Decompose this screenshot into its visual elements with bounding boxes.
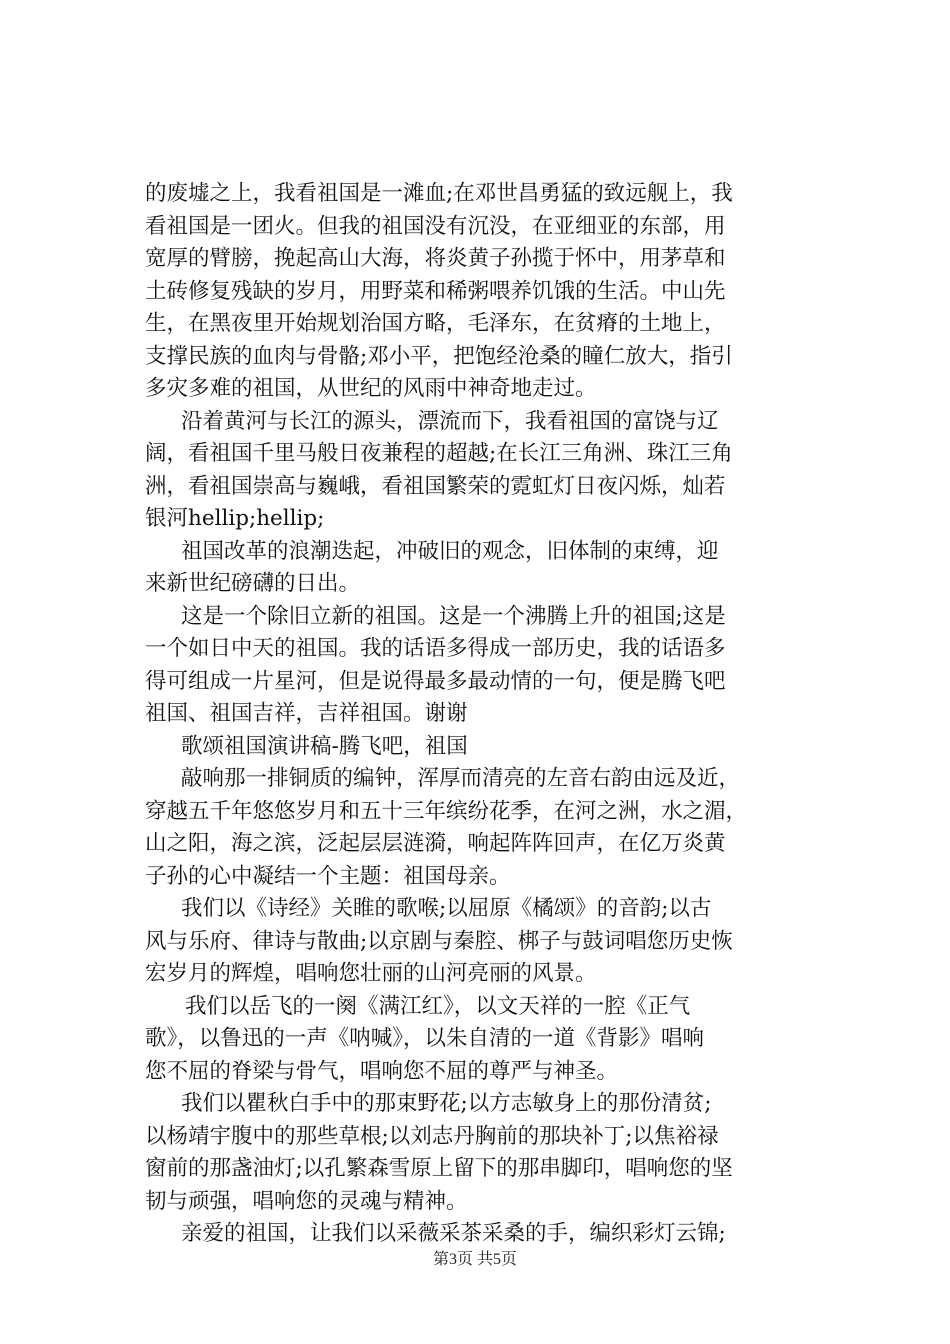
text-line: 您不屈的脊梁与骨气，唱响您不屈的尊严与神圣。 <box>145 1058 619 1084</box>
text-line: 的废墟之上，我看祖国是一滩血;在邓世昌勇猛的致远舰上，我 <box>145 181 733 206</box>
text-line: 祖国、祖国吉祥，吉祥祖国。谢谢 <box>145 701 468 726</box>
text-line: 宽厚的臂膀，挽起高山大海，将炎黄子孙揽于怀中，用茅草和 <box>145 246 726 271</box>
text-line: 银河hellip;hellip; <box>145 506 325 531</box>
text-line: 歌》，以鲁迅的一声《呐喊》，以朱自清的一道《背影》唱响 <box>145 1026 705 1051</box>
document-body <box>145 178 835 1251</box>
text-line: 穿越五千年悠悠岁月和五十三年缤纷花季，在河之洲，水之湄， <box>145 798 748 824</box>
text-line: 我们以岳飞的一阕《满江红》，以文天祥的一腔《正气 <box>185 993 691 1019</box>
text-line: 宏岁月的辉煌，唱响您壮丽的山河亮丽的风景。 <box>145 961 597 986</box>
text-line: 歌颂祖国演讲稿-腾飞吧，祖国 <box>181 733 468 759</box>
text-line: 多灾多难的祖国，从世纪的风雨中神奇地走过。 <box>145 376 597 401</box>
text-line: 韧与顽强，唱响您的灵魂与精神。 <box>145 1188 468 1214</box>
text-line: 看祖国是一团火。但我的祖国没有沉没，在亚细亚的东部，用 <box>145 213 726 239</box>
text-line: 山之阳，海之滨，泛起层层涟漪，响起阵阵回声，在亿万炎黄 <box>145 831 726 856</box>
text-line: 沿着黄河与长江的源头，漂流而下，我看祖国的富饶与辽 <box>181 408 719 434</box>
text-line: 土砖修复残缺的岁月，用野菜和稀粥喂养饥饿的生活。中山先 <box>145 278 726 304</box>
text-line: 我们以《诗经》关睢的歌喉;以屈原《橘颂》的音韵;以古 <box>181 896 712 921</box>
text-line: 一个如日中天的祖国。我的话语多得成一部历史，我的话语多 <box>145 636 726 661</box>
text-line: 这是一个除旧立新的祖国。这是一个沸腾上升的祖国;这是 <box>181 603 726 629</box>
page-footer: 第3页 共5页 <box>432 1251 517 1268</box>
text-line: 得可组成一片星河，但是说得最多最动情的一句，便是腾飞吧 <box>145 668 726 694</box>
text-line: 洲，看祖国崇高与巍峨，看祖国繁荣的霓虹灯日夜闪烁，灿若 <box>145 473 726 499</box>
text-line: 来新世纪磅礴的日出。 <box>145 571 361 596</box>
text-line: 祖国改革的浪潮迭起，冲破旧的观念，旧体制的束缚，迎 <box>181 538 719 564</box>
text-line: 子孙的心中凝结一个主题：祖国母亲。 <box>145 863 511 889</box>
text-line: 窗前的那盏油灯;以孔繁森雪原上留下的那串脚印，唱响您的坚 <box>145 1156 733 1181</box>
text-line: 风与乐府、律诗与散曲;以京剧与秦腔、梆子与鼓词唱您历史恢 <box>145 928 733 954</box>
text-line: 生，在黑夜里开始规划治国方略，毛泽东，在贫瘠的土地上， <box>145 311 726 336</box>
text-line: 亲爱的祖国，让我们以采薇采茶采桑的手，编织彩灯云锦; <box>181 1221 726 1246</box>
text-line: 以杨靖宇腹中的那些草根;以刘志丹胸前的那块补丁;以焦裕禄 <box>145 1123 719 1149</box>
text-line: 敲响那一排铜质的编钟，浑厚而清亮的左音右韵由远及近， <box>181 766 741 791</box>
text-line: 阔，看祖国千里马般日夜兼程的超越;在长江三角洲、珠江三角 <box>145 441 733 466</box>
text-line: 我们以瞿秋白手中的那束野花;以方志敏身上的那份清贫; <box>181 1091 712 1116</box>
text-line: 支撑民族的血肉与骨骼;邓小平，把饱经沧桑的瞳仁放大，指引 <box>145 343 733 369</box>
